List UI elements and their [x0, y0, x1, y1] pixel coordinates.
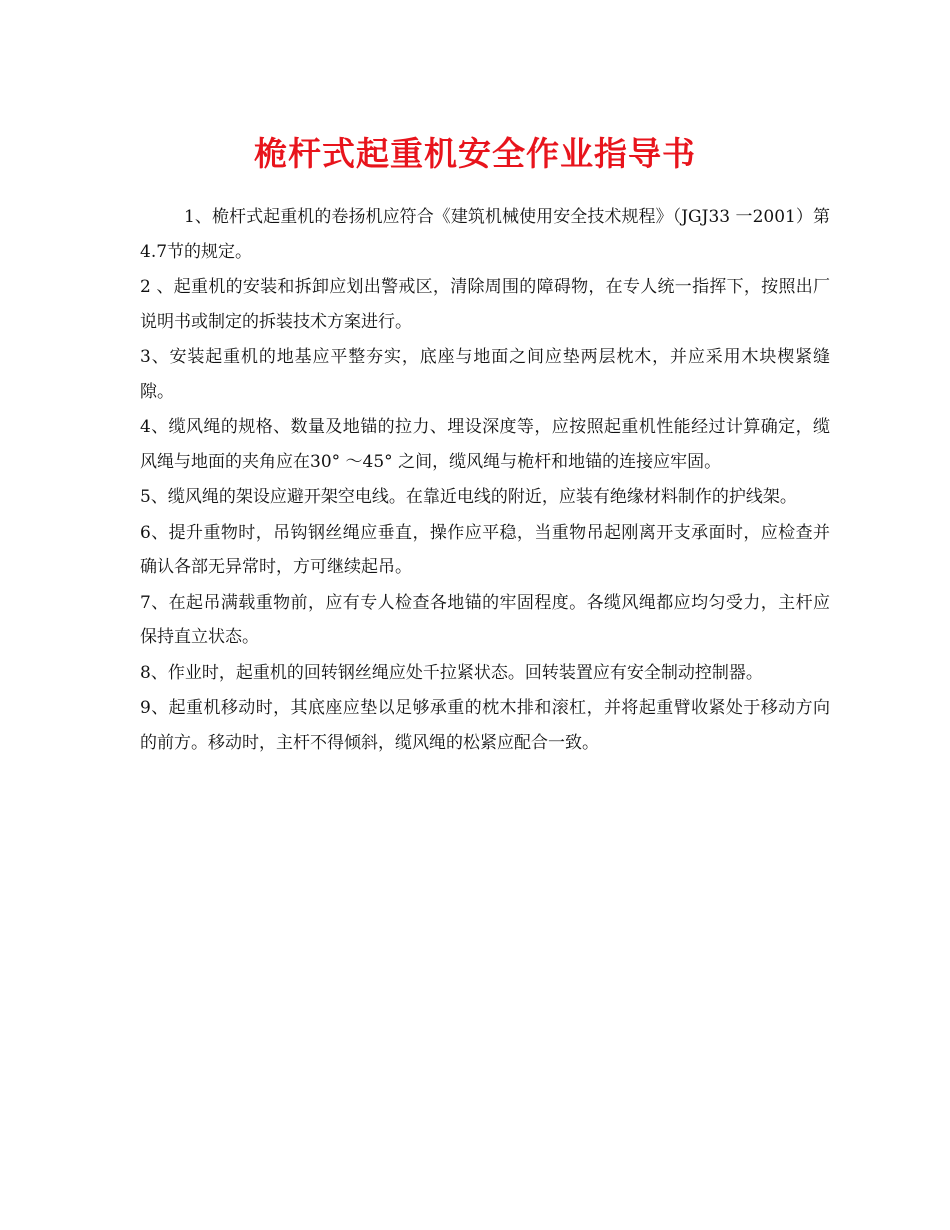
- paragraph-9: 9、起重机移动时，其底座应垫以足够承重的枕木排和滚杠，并将起重臂收紧处于移动方向的前方。移动时，主杆不得倾斜，缆风绳的松紧应配合一致。: [140, 698, 830, 753]
- paragraph-3: 3、安装起重机的地基应平整夯实，底座与地面之间应垫两层枕木，并应采用木块楔紧缝隙。: [140, 347, 830, 402]
- paragraph-6: 6、提升重物时，吊钩钢丝绳应垂直，操作应平稳，当重物吊起刚离开支承面时，应检查并确认各部无异常时，方可继续起吊。: [140, 522, 830, 577]
- paragraph-5: 5、缆风绳的架设应避开架空电线。在靠近电线的附近，应装有绝缘材料制作的护线架。: [140, 487, 797, 507]
- paragraph-1: 1、桅杆式起重机的卷扬机应符合《建筑机械使用安全技术规程》（JGJ33 一2001）第4.7节的规定。: [140, 207, 830, 262]
- paragraph-4: 4、缆风绳的规格、数量及地锚的拉力、埋设深度等，应按照起重机性能经过计算确定，缆风绳与地面的夹角应在30° ～45° 之间，缆风绳与桅杆和地锚的连接应牢固。: [140, 417, 830, 472]
- paragraph-8: 8、作业时，起重机的回转钢丝绳应处千拉紧状态。回转装置应有安全制动控制器。: [140, 662, 763, 683]
- document-body: [140, 200, 830, 761]
- paragraph-2: 2 、起重机的安装和拆卸应划出警戒区，清除周围的障碍物，在专人统一指挥下，按照出厂说明书或制定的拆装技术方案进行。: [140, 277, 830, 332]
- paragraph-7: 7、在起吊满载重物前，应有专人检查各地锚的牢固程度。各缆风绳都应均匀受力，主杆应保持直立状态。: [140, 592, 830, 647]
- document-title: 桅杆式起重机安全作业指导书: [254, 134, 696, 173]
